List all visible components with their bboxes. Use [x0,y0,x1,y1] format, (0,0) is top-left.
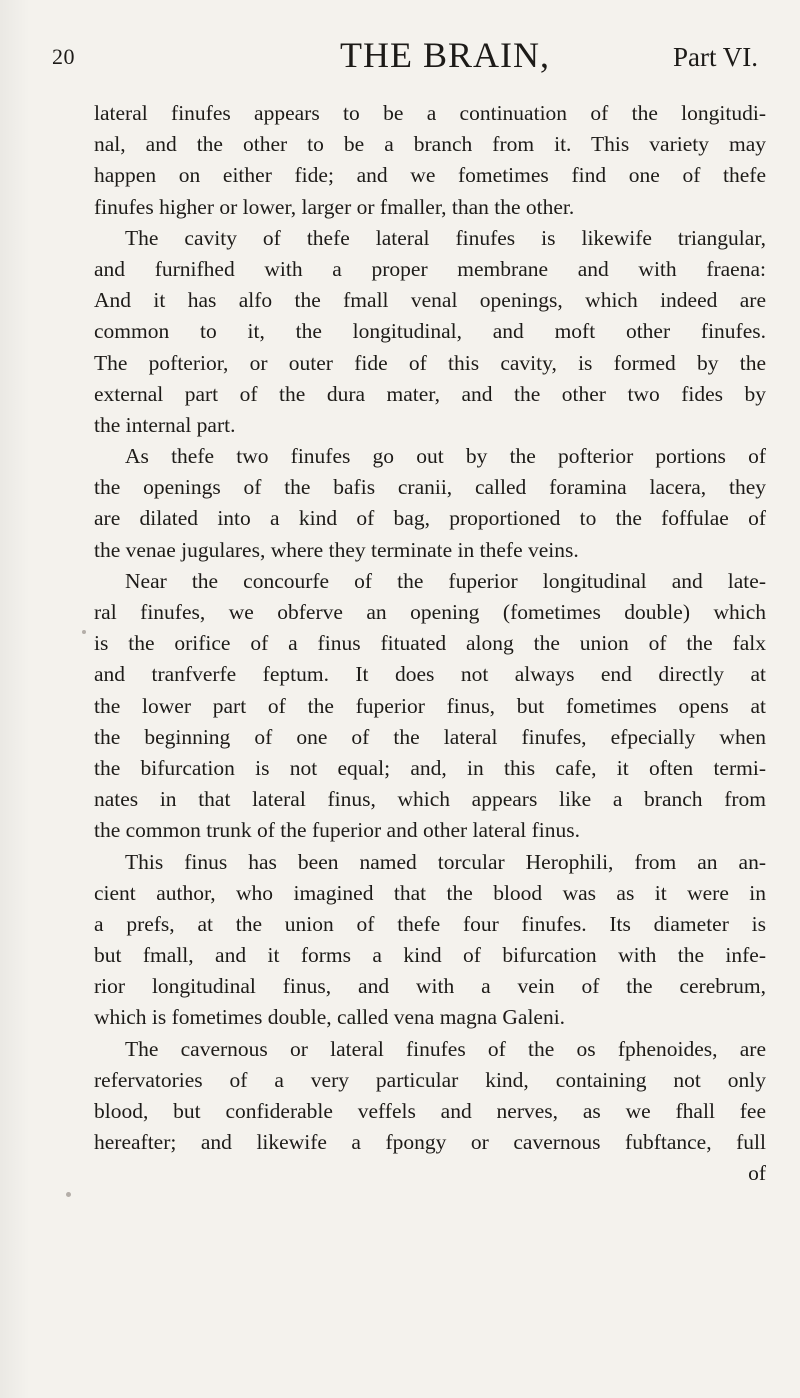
body-text [94,98,766,1190]
text-line: The pofterior, or outer fide of this cavity, is formed by the [94,350,766,375]
text-line: nal, and the other to be a branch from it. This variety may [94,132,766,157]
page-number: 20 [52,44,75,69]
page-header [52,34,758,86]
text-line: rior longitudinal finus, and with a vein of the cerebrum, [94,974,766,999]
text-line: the openings of the bafis cranii, called foramina lacera, they [94,475,766,500]
text-line: nates in that lateral finus, which appears like a branch from [94,787,766,812]
text-line: hereafter; and likewife a fpongy or cavernous fubftance, full [94,1130,766,1155]
ink-speck [82,630,86,634]
text-line: And it has alfo the fmall venal openings, which indeed are [94,288,766,313]
catchword: of [748,1161,766,1186]
text-line: are dilated into a kind of bag, proportioned to the foffulae of [94,506,766,531]
text-line: and furnifhed with a proper membrane and with fraena: [94,256,766,281]
text-line: external part of the dura mater, and the other two fides by [94,381,766,406]
text-line: the venae jugulares, where they terminate in thefe veins. [94,537,579,562]
text-line: the lower part of the fuperior finus, but fometimes opens at [94,693,766,718]
text-line: which is fometimes double, called vena magna Galeni. [94,1005,566,1030]
text-line: lateral finufes appears to be a continuation of the longitudi- [94,101,766,125]
text-line: Near the concourfe of the fuperior longitudinal and late- [125,568,766,593]
text-line: the internal part. [94,412,236,437]
part-label: Part VI. [673,42,758,72]
text-line: This finus has been named torcular Herophili, from an an- [125,849,766,874]
text-line: ral finufes, we obferve an opening (fometimes double) which [94,600,766,624]
text-line: is the orifice of a finus fituated along the union of the falx [94,631,766,656]
text-line: happen on either fide; and we fometimes find one of thefe [94,163,766,188]
text-line: The cavernous or lateral finufes of the os fphenoides, are [125,1036,766,1061]
text-line: As thefe two finufes go out by the pofterior portions of [125,444,766,469]
text-line: refervatories of a very particular kind, containing not only [94,1067,766,1092]
text-line: the bifurcation is not equal; and, in this cafe, it often termi- [94,755,766,780]
text-line: a prefs, at the union of thefe four finufes. Its diameter is [94,911,766,936]
text-line: finufes higher or lower, larger or fmaller, than the other. [94,194,575,219]
text-line: The cavity of thefe lateral finufes is likewife triangular, [125,225,766,250]
text-line: blood, but confiderable veffels and nerves, as we fhall fee [94,1099,766,1123]
ink-speck [66,1192,71,1197]
text-line: and tranfverfe feptum. It does not always end directly at [94,662,766,687]
text-line: the beginning of one of the lateral finufes, efpecially when [94,724,766,749]
text-line: common to it, the longitudinal, and moft other finufes. [94,319,766,344]
running-title: THE BRAIN, [340,35,550,75]
text-line: the common trunk of the fuperior and other lateral finus. [94,818,580,843]
text-line: but fmall, and it forms a kind of bifurcation with the infe- [94,943,766,968]
text-line: cient author, who imagined that the blood was as it were in [94,880,766,905]
